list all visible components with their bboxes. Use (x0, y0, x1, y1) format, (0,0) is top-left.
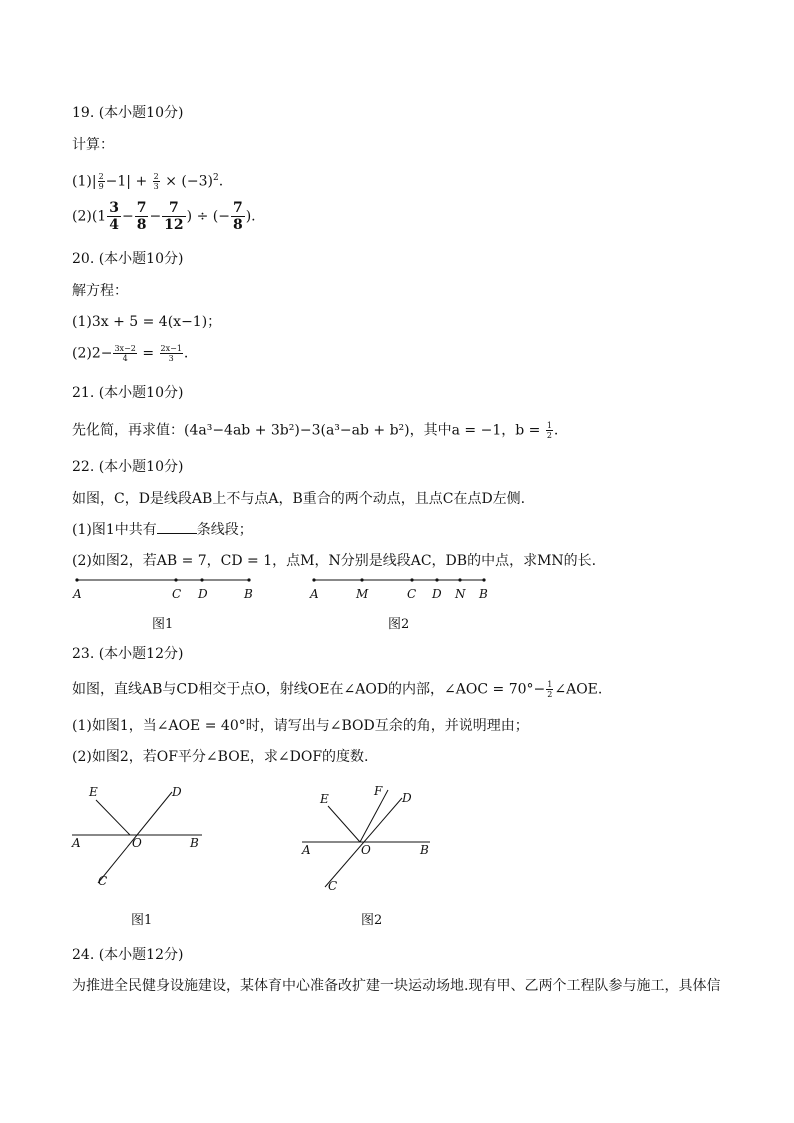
fig2-label-f: F (374, 784, 383, 798)
fig1-label-c: C (98, 874, 108, 888)
fig2-label-o: O (361, 843, 371, 857)
fig1-label-b: B (190, 836, 199, 850)
fig1-label-d: D (198, 587, 208, 601)
q19-part2: (2)(1 $\frac{3}{4}$ − $\frac{7}{8}$ − $\frac{7}{12}$ ) ÷ (− $\frac{7}{8}$ ). (72, 200, 256, 233)
fig2-label-n: N (455, 587, 466, 601)
q24-header: 24. (本小题12分) (72, 947, 184, 963)
fig2-label-c: C (407, 587, 417, 601)
fig1-label-b: B (244, 587, 253, 601)
fig1-label-c: C (172, 587, 182, 601)
q22-figure2 (300, 570, 500, 606)
q23-part1: (1)如图1，当∠AOE = 40°时，请写出与∠BOD互余的角，并说明理由； (72, 718, 529, 734)
fig1-label-a: A (73, 587, 82, 601)
q19-part1: (1)| $\frac{2}{9}$ −1| + $\frac{2}{3}$ × $(-3)^2$. (72, 172, 224, 192)
q21-header: 21. (本小题10分) (72, 385, 184, 401)
q19-intro: 计算： (72, 137, 114, 153)
fig2-label-a: A (302, 843, 311, 857)
q20-header: 20. (本小题10分) (72, 251, 184, 267)
q22-header: 22. (本小题10分) (72, 459, 184, 475)
fig2-label-d: D (432, 587, 442, 601)
q23-fig2-caption: 图2 (361, 913, 383, 928)
fig2-label-m: M (356, 587, 369, 601)
fig1-label-e: E (89, 785, 98, 799)
fig2-label-d: D (402, 791, 412, 805)
fig2-label-c: C (328, 879, 338, 893)
q22-part2: (2)如图2，若AB = 7，CD = 1，点M，N分别是线段AC，DB的中点，求MN的长. (72, 553, 597, 569)
q20-part2: (2)2− $\frac{3x-2}{4}$ = $\frac{2x-1}{3}$ . (72, 344, 189, 363)
q23-figure1 (60, 780, 220, 890)
q22-figure1 (60, 570, 260, 606)
q23-figure2 (290, 780, 450, 895)
q23-fig1-caption: 图1 (131, 913, 153, 928)
fig1-label-o: O (132, 836, 142, 850)
q21-text: 先化简，再求值：(4a³−4ab + 3b²)−3(a³−ab + b²)，其中a = −1，b = $\frac{1}{2}$ . (72, 421, 559, 440)
q22-part1: (1)图1中共有 条线段； (72, 522, 253, 538)
q19-header: 19. (本小题10分) (72, 105, 184, 121)
fig2-label-a: A (310, 587, 319, 601)
q22-fig2-caption: 图2 (388, 617, 410, 632)
fig2-label-e: E (320, 792, 329, 806)
q22-line1: 如图，C，D是线段AB上不与点A，B重合的两个动点，且点C在点D左侧. (72, 491, 526, 507)
answer-blank (157, 521, 197, 534)
q23-part2: (2)如图2，若OF平分∠BOE，求∠DOF的度数. (72, 749, 369, 765)
fig2-label-b: B (420, 843, 429, 857)
q22-fig1-caption: 图1 (152, 617, 174, 632)
q24-line1: 为推进全民健身设施建设，某体育中心准备改扩建一块运动场地.现有甲、乙两个工程队参与施工，具体信 (72, 978, 721, 994)
q20-part1: (1)3x + 5 = 4(x−1)； (72, 314, 222, 330)
fig2-label-b: B (479, 587, 488, 601)
fig1-label-a: A (72, 836, 81, 850)
q20-intro: 解方程： (72, 283, 128, 299)
fig1-label-d: D (172, 785, 182, 799)
q23-line1: 如图，直线AB与CD相交于点O，射线OE在∠AOD的内部，∠AOC = 70°− $\frac{1}{2}$ ∠AOE. (72, 680, 603, 699)
q23-header: 23. (本小题12分) (72, 646, 184, 662)
